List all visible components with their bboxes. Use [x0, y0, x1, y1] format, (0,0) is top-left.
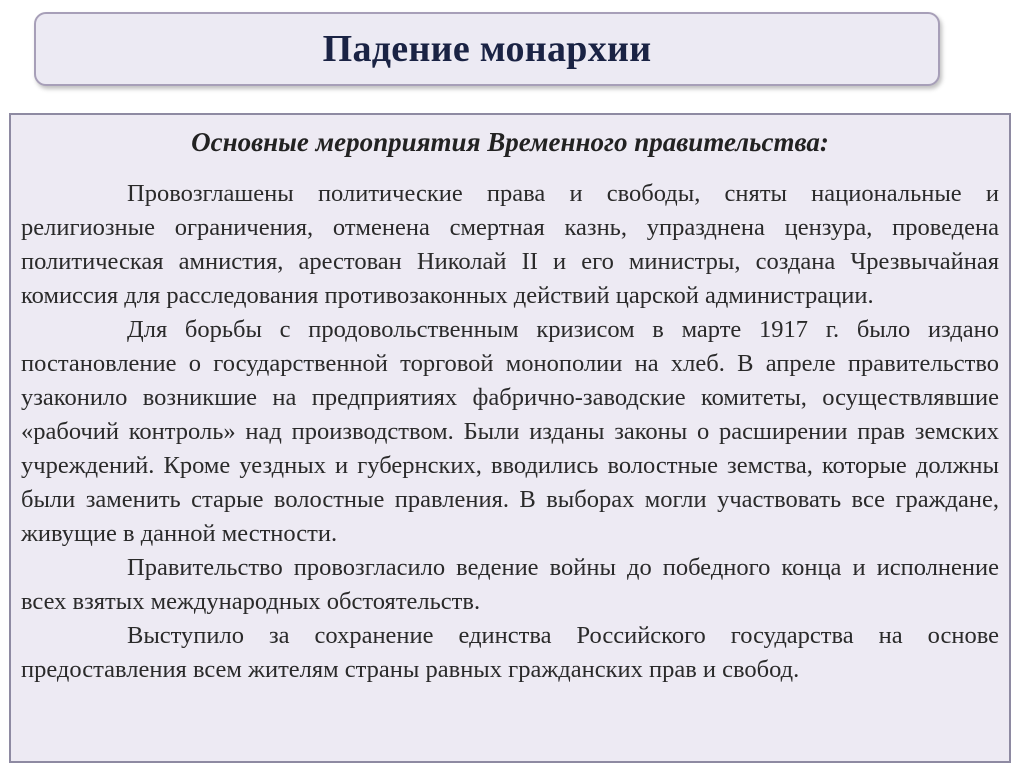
paragraph-unity: Выступило за сохранение единства Российского государства на основе предоставления всем жителям страны равных гражданских прав и свобод.	[21, 622, 999, 683]
section-heading: Основные мероприятия Временного правительства:	[191, 127, 829, 157]
paragraph-rights: Провозглашены политические права и свободы, сняты национальные и религиозные ограничения, отменена смертная казнь, упразднена цензура, проведена политическая амнистия, арестован Николай II и его министры, создана Чрезвычайная комиссия для расследования противозаконных действий царской администрации.	[21, 180, 999, 309]
slide-title: Падение монархии	[322, 28, 652, 70]
title-banner	[34, 12, 940, 86]
paragraph-food-crisis: Для борьбы с продовольственным кризисом в марте 1917 г. было издано постановление о государственной торговой монополии на хлеб. В апреле правительство узаконило возникшие на предприятиях фабрично-заводские комитеты, осуществлявшие «рабочий контроль» над производством. Были изданы законы о расширении прав земских учреждений. Кроме уездных и губернских, вводились волостные земства, которые должны были заменить старые волостные правления. В выборах могли участвовать все граждане, живущие в данной местности.	[21, 316, 999, 547]
content-panel	[9, 113, 1011, 763]
paragraph-war: Правительство провозгласило ведение войны до победного конца и исполнение всех взятых международных обстоятельств.	[21, 554, 999, 615]
